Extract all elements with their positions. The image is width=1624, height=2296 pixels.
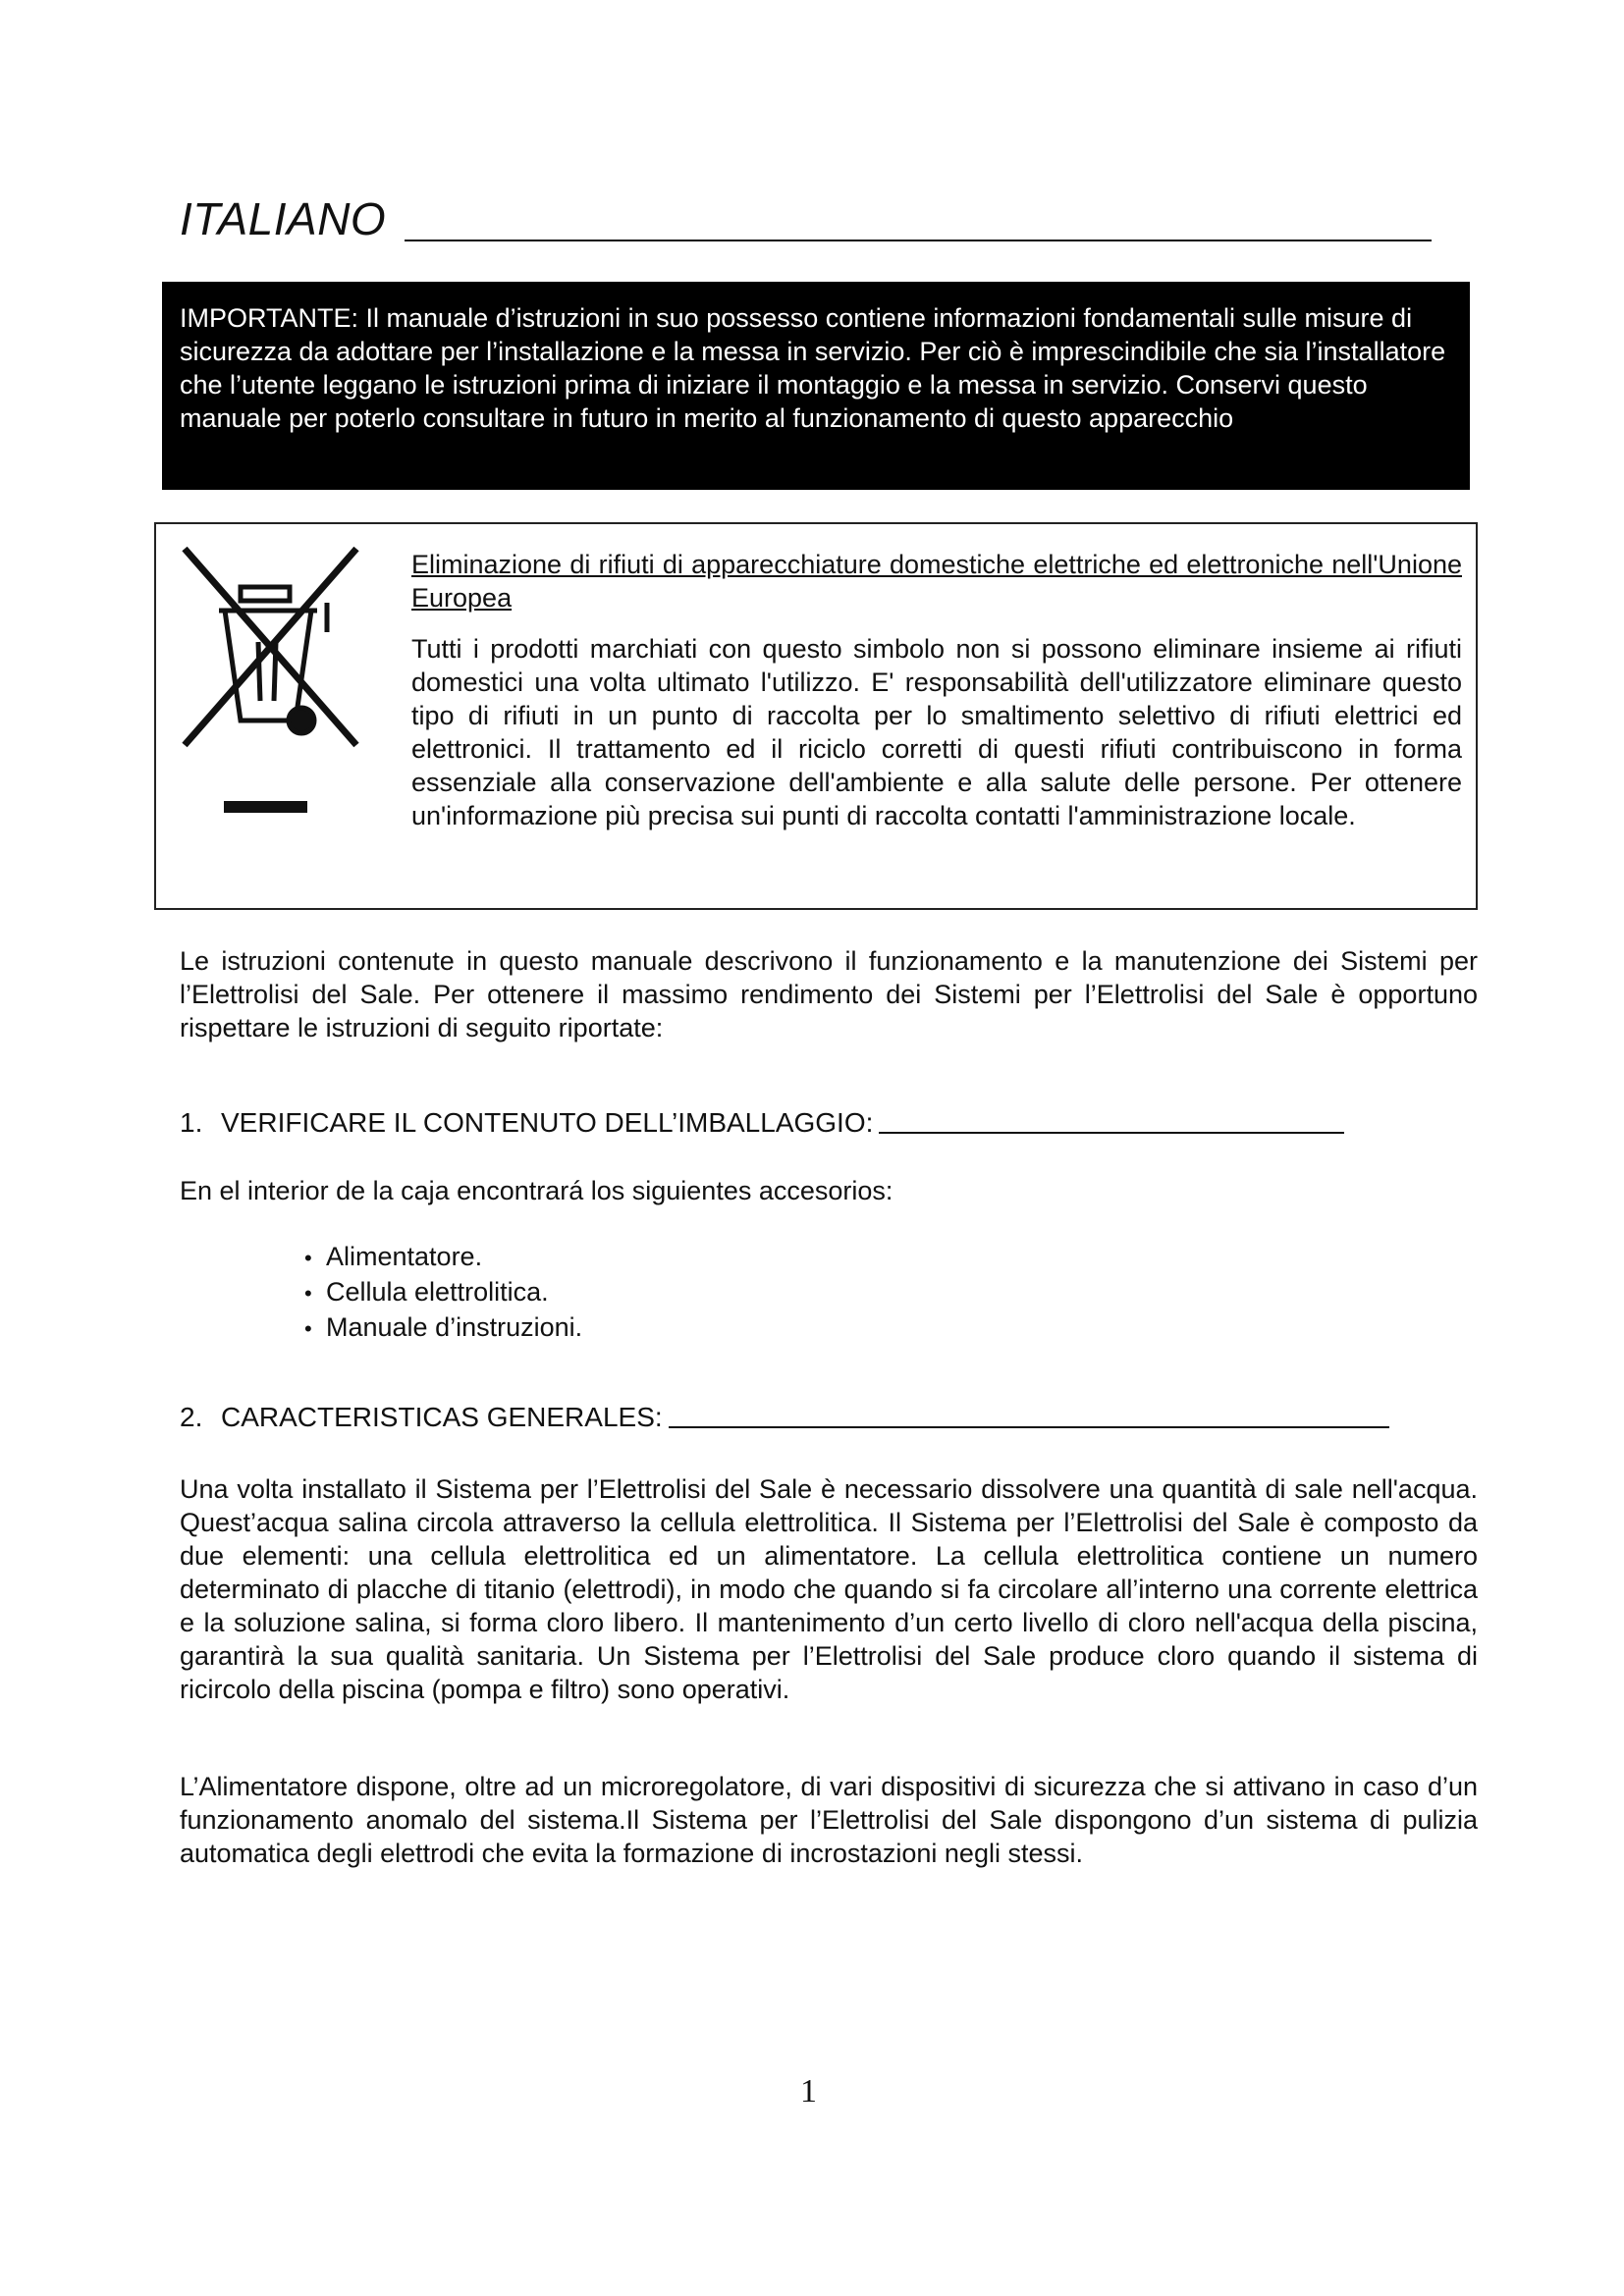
weee-title: Eliminazione di rifiuti di apparecchiature domestiche elettriche ed elettroniche nell'Unione Europea	[411, 550, 1462, 613]
intro-paragraph: Le istruzioni contenute in questo manuale descrivono il funzionamento e la manutenzione dei Sistemi per l’Elettrolisi del Sale. Per ottenere il massimo rendimento dei Sistemi per l’Elettrolisi del Sale è opportuno rispettare le istruzioni di seguito riportate:	[180, 946, 1478, 1042]
section-1-rule	[879, 1132, 1344, 1134]
list-item: • Cellula elettrolitica.	[304, 1275, 582, 1310]
section-1-heading	[180, 1106, 1344, 1140]
section-2-rule	[669, 1426, 1389, 1428]
section-2-title: CARACTERISTICAS GENERALES:	[221, 1402, 663, 1432]
section-1-lead: En el interior de la caja encontrará los siguientes accesorios:	[180, 1176, 893, 1205]
crossed-out-wheelie-bin-icon	[180, 544, 366, 838]
section-1-title: VERIFICARE IL CONTENUTO DELL’IMBALLAGGIO:	[221, 1107, 874, 1138]
heading-rule	[405, 240, 1432, 241]
section-2-paragraph-2: L’Alimentatore dispone, oltre ad un microregolatore, di vari dispositivi di sicurezza che si attivano in caso d’un funzionamento anomalo del sistema.Il Sistema per l’Elettrolisi del Sale dispongono d’un sistema di pulizia automatica degli elettrodi che evita la formazione di incrostazioni negli stessi.	[180, 1772, 1478, 1868]
important-notice: IMPORTANTE: Il manuale d’istruzioni in suo possesso contiene informazioni fondamentali sulle misure di sicurezza da adottare per l’installazione e la messa in servizio. Per ciò è imprescindibile che sia l’installatore che l’utente leggano le istruzioni prima di iniziare il montaggio e la messa in servizio. Conservi questo manuale per poterlo consultare in futuro in merito al funzionamento di questo apparecchio	[162, 282, 1470, 490]
weee-disposal-box	[154, 522, 1478, 910]
section-1-number: 1.	[180, 1107, 203, 1138]
section-2-heading	[180, 1401, 1389, 1434]
list-item: • Manuale d’instruzioni.	[304, 1310, 582, 1346]
section-2-paragraph-1: Una volta installato il Sistema per l’Elettrolisi del Sale è necessario dissolvere una quantità di sale nell'acqua. Quest’acqua salina circola attraverso la cellula elettrolitica. Il Sistema per l’Elettrolisi del Sale è composto da due elementi: una cellula elettrolitica ed un alimentatore. La cellula elettrolitica contiene un numero determinato di placche di titanio (elettrodi), in modo che quando si fa circolare all’interno una corrente elettrica e la soluzione salina, si forma cloro libero. Il mantenimento d’un certo livello di cloro nell'acqua della piscina, garantirà la sua qualità sanitaria. Un Sistema per l’Elettrolisi del Sale produce cloro quando il sistema di ricircolo della piscina (pompa e filtro) sono operativi.	[180, 1474, 1478, 1704]
page-number: 1	[800, 2073, 817, 2109]
page-heading: ITALIANO	[180, 193, 387, 244]
weee-body: Tutti i prodotti marchiati con questo simbolo non si possono eliminare insieme ai rifiuti domestici una volta ultimato l'utilizzo. E' responsabilità dell'utilizzatore eliminare questo tipo di rifiuti in un punto di raccolta per lo smaltimento selettivo di rifiuti elettrici ed elettronici. Il trattamento ed il riciclo corretti di questi rifiuti contribuiscono in forma essenziale alla conservazione dell'ambiente e alla salute delle persone. Per ottenere un'informazione più precisa sui punti di raccolta contatti l'amministrazione locale.	[411, 634, 1462, 830]
accessories-list	[304, 1240, 582, 1346]
list-item: • Alimentatore.	[304, 1240, 582, 1275]
section-2-number: 2.	[180, 1402, 203, 1432]
